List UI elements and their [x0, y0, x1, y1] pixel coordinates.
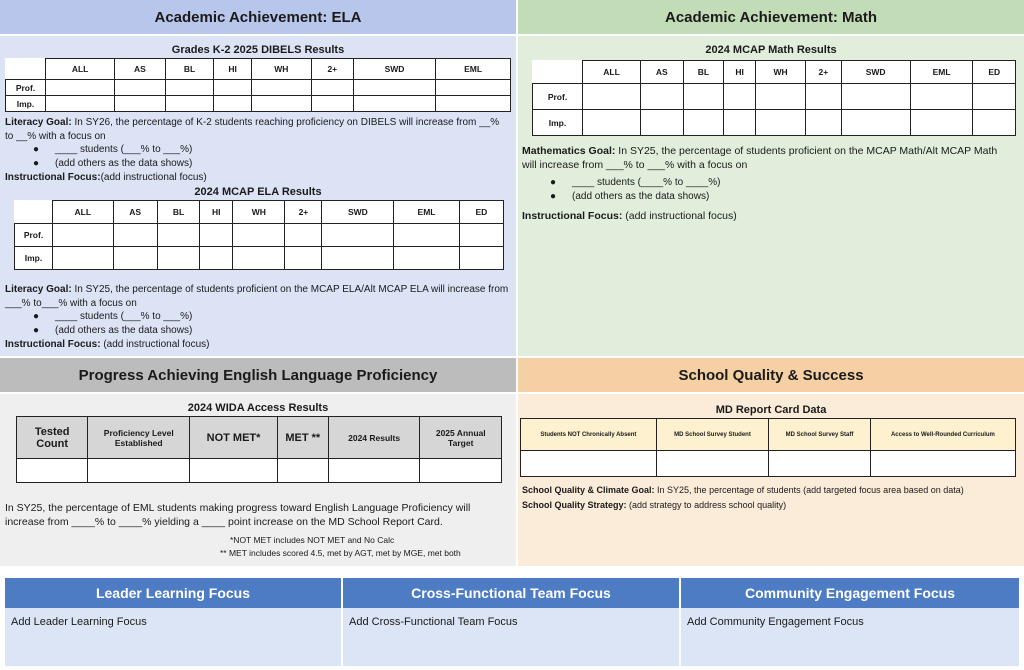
column-header: HI — [200, 201, 233, 224]
column-header: BL — [157, 201, 200, 224]
column-header: MD School Survey Staff — [769, 419, 871, 451]
column-header: Access to Well-Rounded Curriculum — [870, 419, 1015, 451]
data-cell[interactable] — [251, 80, 311, 96]
column-header: ED — [459, 201, 503, 224]
data-cell[interactable] — [285, 247, 322, 270]
data-cell[interactable] — [113, 224, 157, 247]
row-label: Imp. — [6, 96, 46, 112]
column-header: ALL — [583, 61, 641, 84]
data-cell[interactable] — [311, 80, 353, 96]
elp-note-1: *NOT MET includes NOT MET and No Calc — [230, 535, 395, 545]
column-header: MD School Survey Student — [656, 419, 768, 451]
data-cell[interactable] — [311, 96, 353, 112]
mcap-math-table — [532, 60, 1016, 136]
data-cell[interactable] — [910, 84, 973, 110]
mathematics-goal — [522, 144, 1012, 172]
bullet-item: ● ____ students (___% to ___%) — [33, 311, 193, 322]
data-cell[interactable] — [165, 80, 214, 96]
bullet-text: ____ students (____% to ____%) — [572, 177, 721, 188]
data-cell[interactable] — [394, 224, 459, 247]
column-header: MET ** — [277, 417, 328, 459]
data-cell[interactable] — [115, 80, 166, 96]
data-cell[interactable] — [200, 224, 233, 247]
focus-label: Instructional Focus: — [5, 339, 101, 350]
row-label: Imp. — [15, 247, 53, 270]
data-cell[interactable] — [53, 247, 114, 270]
dibels-title: Grades K-2 2025 DIBELS Results — [171, 44, 345, 56]
data-cell[interactable] — [973, 110, 1016, 136]
elp-note-2: ** MET includes scored 4.5, met by AGT, met by MGE, met both — [220, 548, 461, 558]
leader-learning-panel — [5, 578, 341, 666]
mcap-math-title: 2024 MCAP Math Results — [705, 44, 837, 56]
goal-text: In SY26, the percentage of K-2 students reaching proficiency on DIBELS will increase from __% to __% with a focus on — [5, 117, 500, 142]
column-header: ALL — [53, 201, 114, 224]
data-cell[interactable] — [46, 80, 115, 96]
literacy-goal-1 — [5, 116, 510, 143]
data-cell[interactable] — [806, 110, 841, 136]
leader-learning-text: Add Leader Learning Focus — [11, 616, 147, 628]
data-cell[interactable] — [806, 84, 841, 110]
column-header: 2+ — [311, 59, 353, 80]
corner-cell — [6, 59, 46, 80]
column-header: SWD — [322, 201, 394, 224]
table-row — [6, 96, 511, 112]
ela-body — [0, 34, 516, 356]
column-header: HI — [724, 61, 755, 84]
data-cell[interactable] — [656, 451, 768, 477]
data-cell[interactable] — [251, 96, 311, 112]
focus-text: (add instructional focus) — [622, 210, 737, 222]
elp-panel — [0, 358, 516, 566]
data-cell[interactable] — [233, 247, 285, 270]
column-header: 2025 Annual Target — [420, 417, 502, 459]
bullet-text: (add others as the data shows) — [55, 325, 193, 336]
strategy-text: (add strategy to address school quality) — [626, 500, 787, 510]
data-cell[interactable] — [113, 247, 157, 270]
data-cell[interactable] — [683, 110, 724, 136]
goal-text: In SY25, the percentage of students (add targeted focus area based on data) — [654, 485, 964, 495]
data-cell[interactable] — [724, 84, 755, 110]
data-cell[interactable] — [353, 96, 435, 112]
bullet-text: ____ students (___% to ___%) — [55, 144, 193, 155]
focus-text: (add instructional focus) — [100, 172, 207, 183]
goal-text: In SY25, the percentage of students proficient on the MCAP ELA/Alt MCAP ELA will increase from ___% to___% with a focus on — [5, 284, 509, 309]
table-row — [15, 224, 504, 247]
quality-strategy — [522, 499, 786, 513]
report-card-table — [520, 418, 1016, 477]
data-cell[interactable] — [233, 224, 285, 247]
focus-text: (add instructional focus) — [100, 339, 210, 350]
data-cell[interactable] — [157, 247, 200, 270]
sqs-body — [518, 392, 1024, 566]
column-header: AS — [115, 59, 166, 80]
leader-learning-header: Leader Learning Focus — [5, 578, 341, 608]
column-header: 2+ — [285, 201, 322, 224]
data-cell[interactable] — [394, 247, 459, 270]
community-panel — [681, 578, 1019, 666]
data-cell[interactable] — [459, 247, 503, 270]
data-cell[interactable] — [436, 80, 511, 96]
community-text: Add Community Engagement Focus — [687, 616, 864, 628]
data-cell[interactable] — [583, 110, 641, 136]
data-cell[interactable] — [322, 224, 394, 247]
data-cell[interactable] — [17, 459, 88, 483]
data-cell[interactable] — [910, 110, 973, 136]
bullet-text: (add others as the data shows) — [572, 191, 710, 202]
data-cell[interactable] — [277, 459, 328, 483]
table-row — [533, 84, 1016, 110]
data-cell[interactable] — [420, 459, 502, 483]
column-header: WH — [755, 61, 805, 84]
row-label: Prof. — [15, 224, 53, 247]
math-body — [518, 34, 1024, 356]
team-focus-text: Add Cross-Functional Team Focus — [349, 616, 518, 628]
table-row — [533, 110, 1016, 136]
data-cell[interactable] — [724, 110, 755, 136]
corner-cell — [15, 201, 53, 224]
elp-body — [0, 392, 516, 566]
focus-label: Instructional Focus: — [522, 210, 623, 222]
column-header: 2024 Results — [328, 417, 420, 459]
column-header: WH — [251, 59, 311, 80]
wida-title: 2024 WIDA Access Results — [187, 402, 329, 414]
goal-label: School Quality & Climate Goal: — [522, 485, 655, 495]
bullet-item: ● ____ students (___% to ___%) — [33, 144, 193, 155]
column-header: NOT MET* — [190, 417, 278, 459]
data-cell[interactable] — [683, 84, 724, 110]
data-cell[interactable] — [322, 247, 394, 270]
data-cell[interactable] — [870, 451, 1015, 477]
data-cell[interactable] — [841, 84, 910, 110]
row-label: Imp. — [533, 110, 583, 136]
literacy-goal-2 — [5, 283, 513, 310]
mcap-ela-title: 2024 MCAP ELA Results — [194, 186, 322, 198]
math-panel — [518, 0, 1024, 356]
data-cell[interactable] — [641, 84, 683, 110]
data-cell[interactable] — [973, 84, 1016, 110]
ela-header: Academic Achievement: ELA — [0, 0, 516, 34]
goal-label: Literacy Goal: — [5, 117, 72, 128]
column-header: BL — [683, 61, 724, 84]
bullet-text: ____ students (___% to ___%) — [55, 311, 193, 322]
sqs-header: School Quality & Success — [518, 358, 1024, 392]
corner-cell — [533, 61, 583, 84]
data-cell[interactable] — [115, 96, 166, 112]
column-header: ALL — [46, 59, 115, 80]
column-header: Proficiency Level Established — [88, 417, 190, 459]
bullet-text: (add others as the data shows) — [55, 158, 193, 169]
column-header: EML — [436, 59, 511, 80]
table-row — [6, 80, 511, 96]
column-header: ED — [973, 61, 1016, 84]
data-cell[interactable] — [214, 80, 251, 96]
data-cell[interactable] — [641, 110, 683, 136]
bullet-item: ● (add others as the data shows) — [550, 191, 710, 202]
elp-goal — [5, 501, 505, 529]
data-cell[interactable] — [88, 459, 190, 483]
dibels-table — [5, 58, 511, 112]
data-cell[interactable] — [755, 84, 805, 110]
data-cell[interactable] — [459, 224, 503, 247]
community-header: Community Engagement Focus — [681, 578, 1019, 608]
sqs-panel — [518, 358, 1024, 566]
instructional-focus-2 — [5, 338, 210, 352]
data-cell[interactable] — [521, 451, 657, 477]
quality-climate-goal — [522, 484, 964, 498]
goal-label: Literacy Goal: — [5, 284, 72, 295]
data-cell[interactable] — [200, 247, 233, 270]
math-header: Academic Achievement: Math — [518, 0, 1024, 34]
goal-text: In SY25, the percentage of EML students making progress toward English Language Proficiency will increase from ____% to ____% yielding a ____ point increase on the MD School Report Card. — [5, 502, 471, 528]
data-cell[interactable] — [214, 96, 251, 112]
team-focus-panel — [343, 578, 679, 666]
column-header: WH — [233, 201, 285, 224]
data-cell[interactable] — [769, 451, 871, 477]
column-header: SWD — [353, 59, 435, 80]
math-instructional-focus — [522, 210, 737, 224]
team-focus-header: Cross-Functional Team Focus — [343, 578, 679, 608]
goal-text: In SY25, the percentage of students proficient on the MCAP Math/Alt MCAP Math will increase from ___% to ___% with a focus on — [522, 145, 998, 171]
data-cell[interactable] — [328, 459, 420, 483]
column-header: EML — [394, 201, 459, 224]
data-cell[interactable] — [285, 224, 322, 247]
data-cell[interactable] — [353, 80, 435, 96]
data-cell[interactable] — [157, 224, 200, 247]
column-header: AS — [641, 61, 683, 84]
table-row — [17, 459, 502, 483]
table-row — [15, 247, 504, 270]
data-cell[interactable] — [165, 96, 214, 112]
bullet-item: ● (add others as the data shows) — [33, 158, 193, 169]
data-cell[interactable] — [46, 96, 115, 112]
row-label: Prof. — [533, 84, 583, 110]
column-header: Students NOT Chronically Absent — [521, 419, 657, 451]
bullet-item: ● ____ students (____% to ____%) — [550, 177, 721, 188]
row-label: Prof. — [6, 80, 46, 96]
data-cell[interactable] — [583, 84, 641, 110]
bullet-item: ● (add others as the data shows) — [33, 325, 193, 336]
instructional-focus-1 — [5, 171, 207, 185]
column-header: Tested Count — [17, 417, 88, 459]
column-header: AS — [113, 201, 157, 224]
column-header: 2+ — [806, 61, 841, 84]
ela-panel — [0, 0, 516, 356]
wida-table — [16, 416, 502, 483]
data-cell[interactable] — [436, 96, 511, 112]
column-header: EML — [910, 61, 973, 84]
data-cell[interactable] — [53, 224, 114, 247]
elp-header: Progress Achieving English Language Proficiency — [0, 358, 516, 392]
data-cell[interactable] — [841, 110, 910, 136]
data-cell[interactable] — [190, 459, 278, 483]
strategy-label: School Quality Strategy: — [522, 500, 627, 510]
column-header: HI — [214, 59, 251, 80]
focus-label: Instructional Focus: — [5, 172, 101, 183]
column-header: BL — [165, 59, 214, 80]
column-header: SWD — [841, 61, 910, 84]
data-cell[interactable] — [755, 110, 805, 136]
goal-label: Mathematics Goal: — [522, 145, 616, 157]
table-row — [521, 451, 1016, 477]
report-card-title: MD Report Card Data — [715, 404, 827, 416]
mcap-ela-table — [14, 200, 504, 270]
